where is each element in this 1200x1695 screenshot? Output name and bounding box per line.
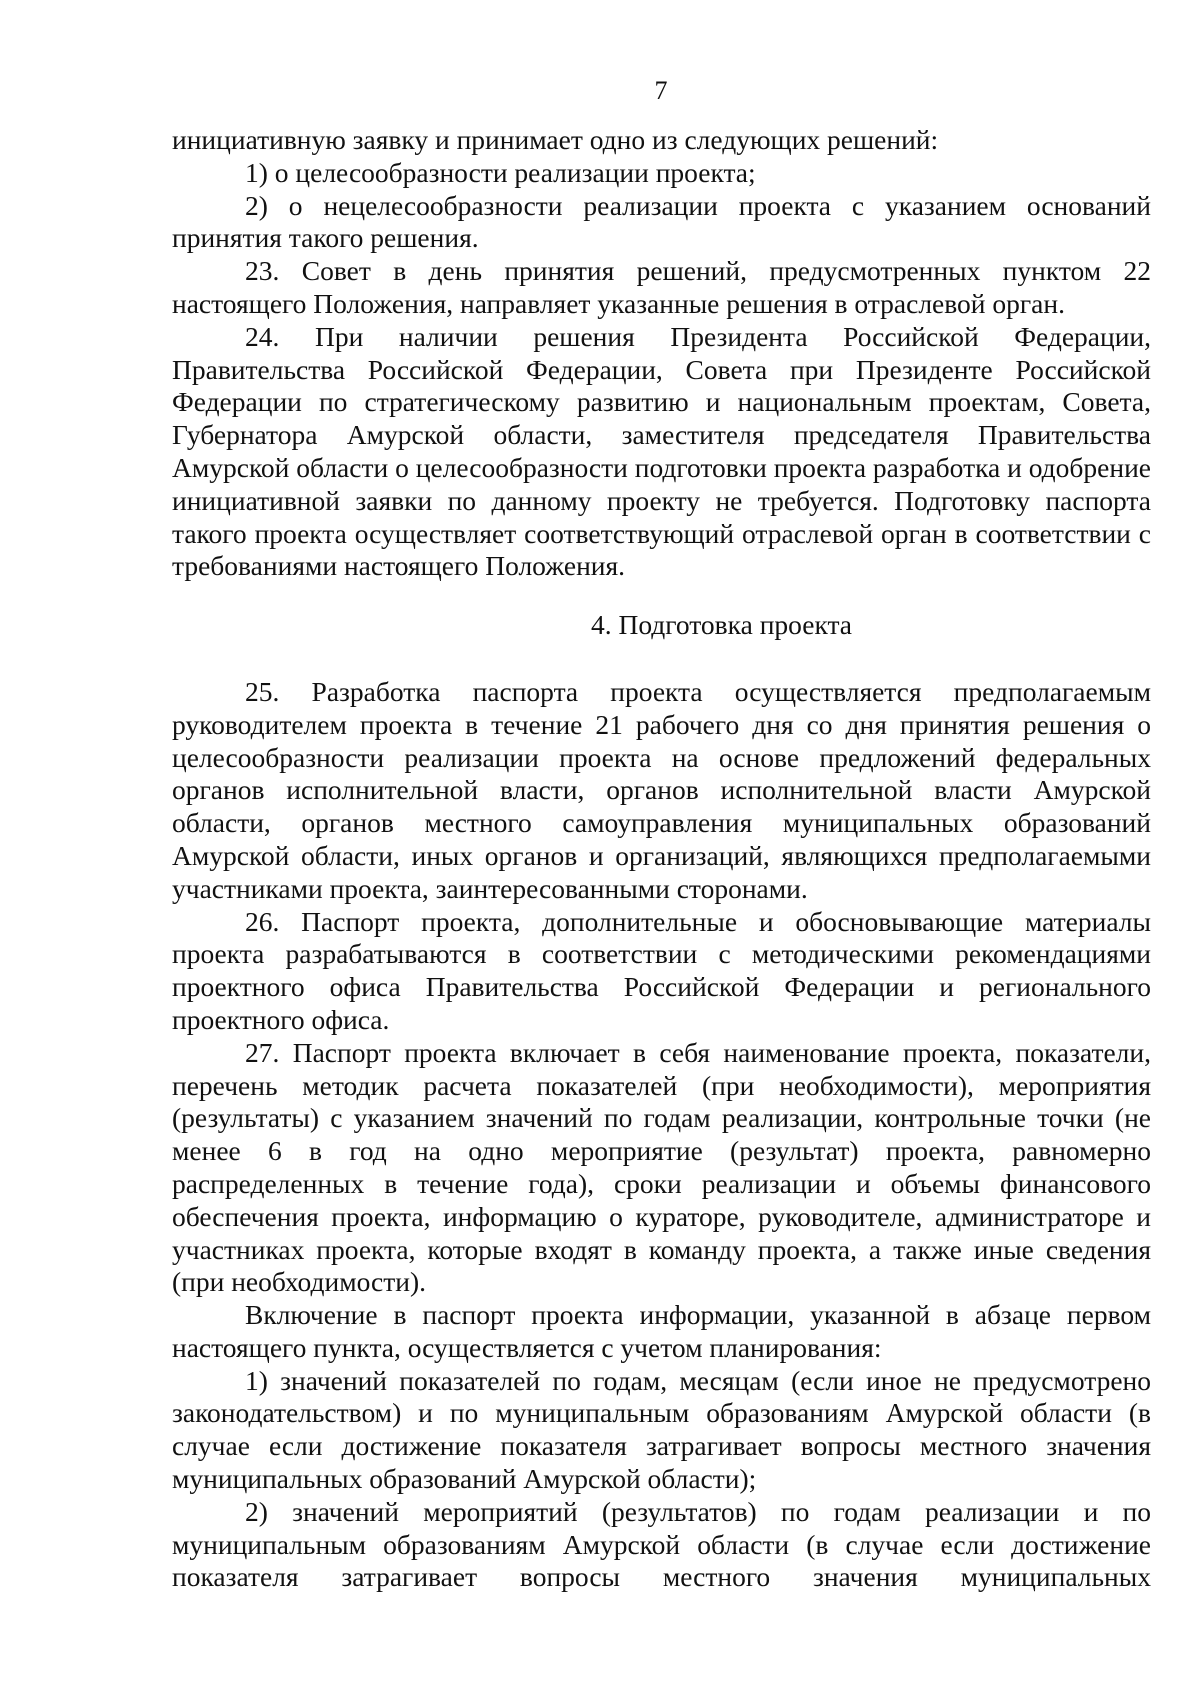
clause-26: 26. Паспорт проекта, дополнительные и обосновывающие материалы проекта разрабатываются в соответствии с методическими рекомендациями проектного офиса Правительства Российской Федерации и регионального проектного офиса. [172, 905, 1151, 1035]
clause-27: 27. Паспорт проекта включает в себя наименование проекта, показатели, перечень методик расчета показателей (при необходимости), мероприятия (результаты) с указанием значений по годам реализации, контрольные точки (не менее 6 в год на одно мероприятие (результат) проекта, равномерно распределенных в течение года), сроки реализации и объемы финансового обеспечения проекта, информацию о кураторе, руководителе, администраторе и участниках проекта, которые входят в команду проекта, а также иные сведения (при необходимости). [172, 1036, 1151, 1298]
section-heading: 4. Подготовка проекта [590, 609, 853, 641]
clause-25: 25. Разработка паспорта проекта осуществляется предполагаемым руководителем проекта в течение 21 рабочего дня со дня принятия решения о целесообразности реализации проекта на основе предложений федеральных органов исполнительной власти, органов исполнительной власти Амурской области, органов местного самоуправления муниципальных образований Амурской области, иных органов и организаций, являющихся предполагаемыми участниками проекта, заинтересованными сторонами. [172, 675, 1151, 904]
planning-item-2: 2) значений мероприятий (результатов) по годам реализации и по муниципальным образованиям Амурской области (в случае если достижение показателя затрагивает вопросы местного значения муниципальных [172, 1495, 1151, 1593]
clause-27-inclusion: Включение в паспорт проекта информации, указанной в абзаце первом настоящего пункта, осуществляется с учетом планирования: [172, 1299, 1151, 1363]
list-item-1: 1) о целесообразности реализации проекта; [245, 156, 756, 188]
clause-24: 24. При наличии решения Президента Российской Федерации, Правительства Российской Федерации, Совета при Президенте Российской Федерации по стратегическому развитию и национальным проектам, Совета, Губернатора Амурской области, заместителя председателя Правительства Амурской области о целесообразности подготовки проекта разработка и одобрение инициативной заявки по данному проекту не требуется. Подготовку паспорта такого проекта осуществляет соответствующий отраслевой орган в соответствии с требованиями настоящего Положения. [172, 320, 1151, 582]
paragraph-continuation: инициативную заявку и принимает одно из следующих решений: [172, 124, 939, 155]
page-number: 7 [654, 76, 668, 105]
clause-23: 23. Совет в день принятия решений, предусмотренных пунктом 22 настоящего Положения, направляет указанные решения в отраслевой орган. [172, 255, 1151, 319]
list-item-2: 2) о нецелесообразности реализации проекта с указанием оснований принятия такого решения. [172, 189, 1151, 254]
planning-item-1: 1) значений показателей по годам, месяцам (если иное не предусмотрено законодательством) и по муниципальным образованиям Амурской области (в случае если достижение показателя затрагивает вопросы местного значения муниципальных образований Амурской области); [172, 1364, 1151, 1495]
document-body [172, 124, 1151, 1594]
